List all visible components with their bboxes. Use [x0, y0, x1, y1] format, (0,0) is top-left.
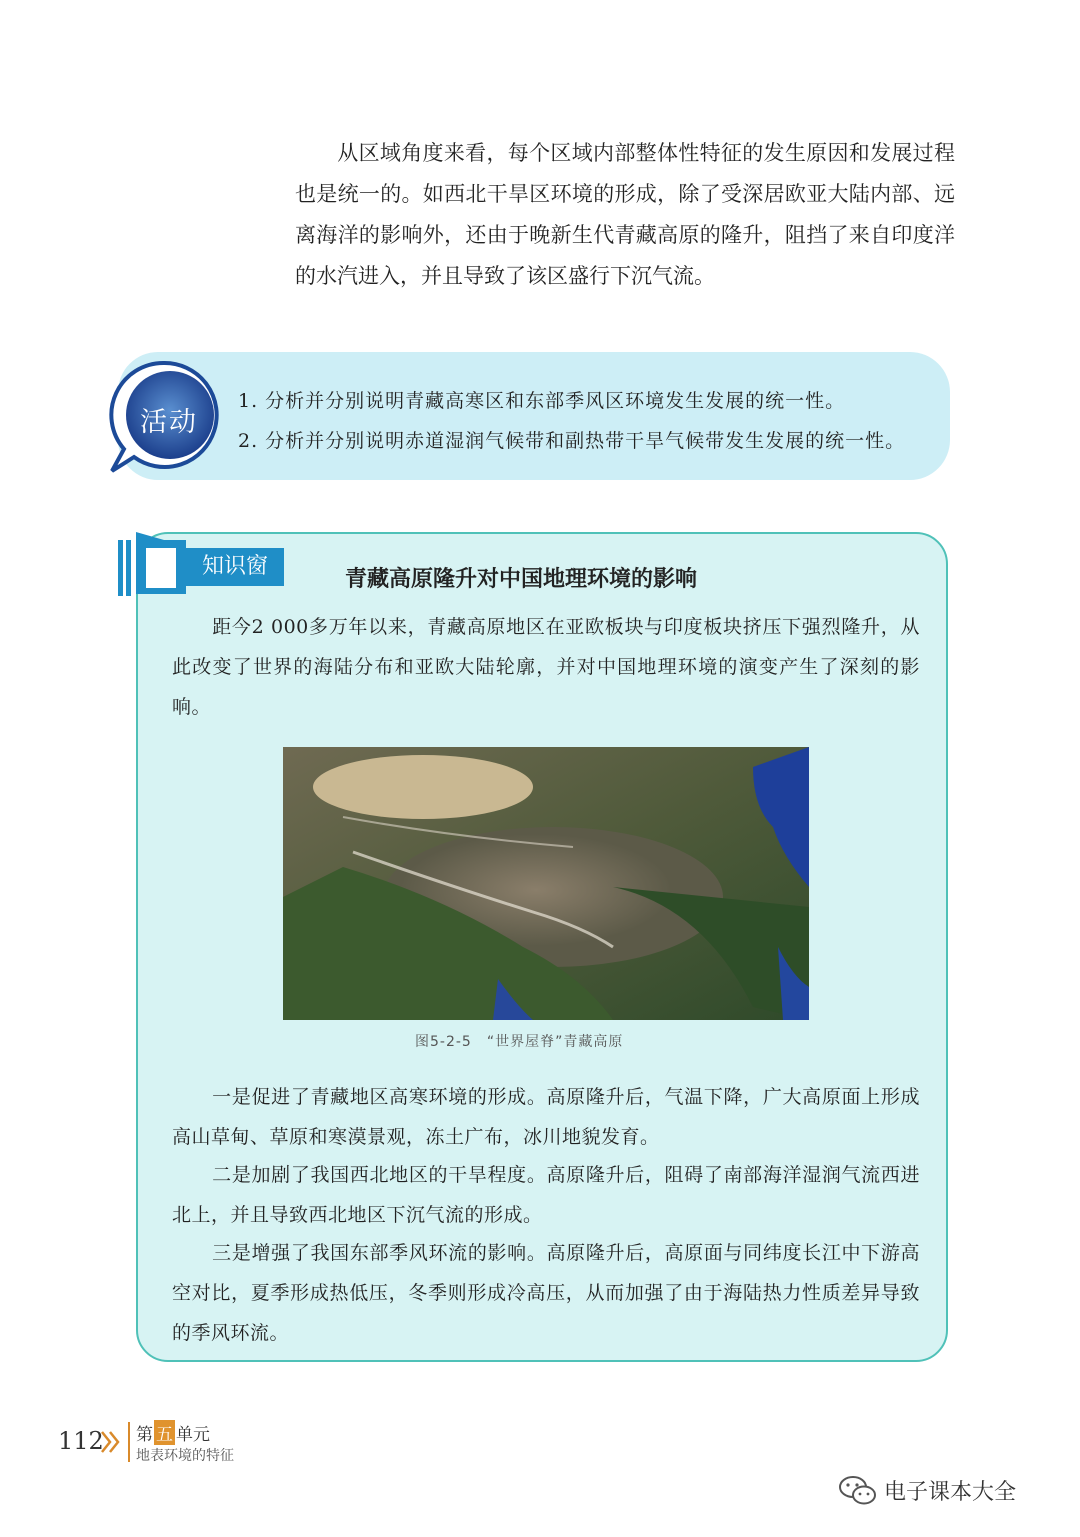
- knowledge-window-tag: 知识窗: [186, 548, 284, 586]
- unit-title: 地表环境的特征: [136, 1448, 234, 1464]
- tibetan-plateau-satellite-image: [283, 747, 809, 1020]
- activity-label: 活动: [140, 407, 198, 438]
- knowledge-point: 二是加剧了我国西北地区的干旱程度。高原隆升后，阻碍了南部海洋湿润气流西进北上，并且导致西北地区下沉气流的形成。: [172, 1164, 920, 1226]
- knowledge-point: 一是促进了青藏地区高寒环境的形成。高原隆升后，气温下降，广大高原面上形成高山草甸、草原和寒漠景观，冻土广布，冰川地貌发育。: [172, 1086, 920, 1148]
- activity-item: 2. 分析并分别说明赤道湿润气候带和副热带干旱气候带发生发展的统一性。: [238, 430, 906, 452]
- double-chevron-icon: [100, 1430, 122, 1454]
- unit-number-badge: 五: [154, 1420, 175, 1445]
- figure-caption: 图5-2-5 “世界屋脊”青藏高原: [415, 1034, 624, 1050]
- unit-label: 第 五 单元: [136, 1420, 210, 1445]
- footer-divider: [128, 1422, 130, 1462]
- activity-item: 1. 分析并分别说明青藏高寒区和东部季风区环境发生发展的统一性。: [238, 390, 846, 412]
- intro-paragraph: 从区域角度来看，每个区域内部整体性特征的发生原因和发展过程也是统一的。如西北干旱区环境的形成，除了受深居欧亚大陆内部、远离海洋的影响外，还由于晚新生代青藏高原的隆升，阻挡了来自印度洋的水汽进入，并且导致了该区盛行下沉气流。: [295, 141, 955, 288]
- knowledge-point: 三是增强了我国东部季风环流的影响。高原隆升后，高原面与同纬度长江中下游高空对比，夏季形成热低压，冬季则形成冷高压，从而加强了由于海陆热力性质差异导致的季风环流。: [172, 1242, 920, 1344]
- wechat-icon: [838, 1474, 878, 1508]
- watermark-text: 电子课本大全: [884, 1480, 1017, 1505]
- activity-list: [238, 381, 905, 461]
- page-number: 112: [58, 1427, 104, 1455]
- knowledge-intro: 距今2 000多万年以来，青藏高原地区在亚欧板块与印度板块挤压下强烈隆升，从此改变了世界的海陆分布和亚欧大陆轮廓，并对中国地理环境的演变产生了深刻的影响。: [172, 616, 920, 718]
- knowledge-window-title: 青藏高原隆升对中国地理环境的影响: [345, 567, 698, 592]
- knowledge-window-icon: [116, 528, 196, 598]
